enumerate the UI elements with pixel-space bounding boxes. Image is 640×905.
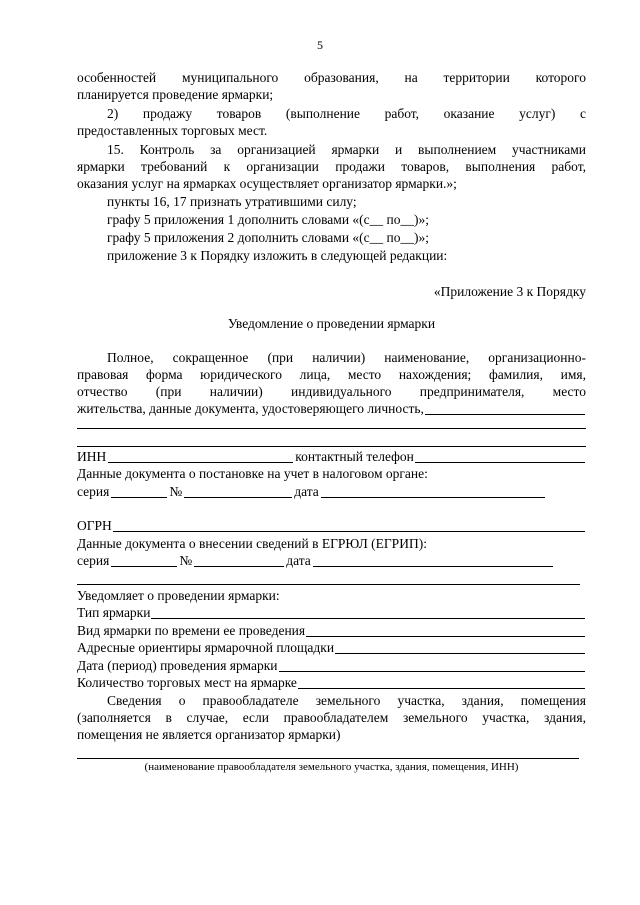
places-label: Количество торговых мест на ярмарке: [77, 675, 297, 690]
inn-phone-row: [77, 449, 586, 465]
tax-doc-row: [77, 484, 586, 500]
identity-field[interactable]: [425, 402, 585, 415]
tax-series-field[interactable]: [111, 485, 167, 498]
text-line: планируется проведение ярмарки;: [77, 87, 274, 102]
blank-line[interactable]: [77, 446, 586, 447]
notifies-label: Уведомляет о проведении ярмарки:: [77, 588, 280, 603]
egrul-date-field[interactable]: [313, 554, 553, 567]
text-line: 2) продажу товаров (выполнение работ, оказание услуг) с: [107, 106, 586, 121]
tax-number-field[interactable]: [184, 485, 292, 498]
number-label: №: [179, 553, 193, 568]
dates-field[interactable]: [279, 659, 585, 672]
text-line: особенностей муниципального образования, на территории которого: [77, 70, 586, 85]
ogrn-label: ОГРН: [77, 518, 112, 533]
owner-line: помещения не является организатор ярмарки): [77, 727, 341, 742]
fair-type-row: [77, 605, 586, 621]
text-line: графу 5 приложения 1 дополнить словами «(с__ по__)»;: [107, 212, 430, 227]
intro-line: отчество (при наличии) индивидуального предпринимателя, место: [77, 384, 586, 399]
egrul-number-field[interactable]: [194, 554, 284, 567]
blank-line[interactable]: [77, 428, 586, 429]
text-line: оказания услуг на ярмарках осуществляет организатор ярмарки.»;: [77, 176, 457, 191]
address-row: [77, 640, 586, 656]
inn-label: ИНН: [77, 449, 107, 464]
egrul-series-field[interactable]: [111, 554, 177, 567]
number-label: №: [169, 484, 183, 499]
address-label: Адресные ориентиры ярмарочной площадки: [77, 640, 335, 655]
owner-line: (заполняется в случае, если правообладателем земельного участка, здания,: [77, 710, 586, 725]
text-line: 15. Контроль за организацией ярмарки и выполнением участниками: [107, 142, 586, 157]
tax-date-field[interactable]: [321, 485, 545, 498]
places-row: [77, 675, 586, 691]
phone-label: контактный телефон: [295, 449, 414, 464]
series-label: серия: [77, 484, 110, 499]
appendix-reference: «Приложение 3 к Порядку: [433, 284, 586, 299]
text-line: приложение 3 к Порядку изложить в следующей редакции:: [107, 248, 448, 263]
text-line: графу 5 приложения 2 дополнить словами «(с__ по__)»;: [107, 230, 430, 245]
intro-text: жительства, данные документа, удостоверяющего личность,: [77, 401, 424, 416]
text-line: пункты 16, 17 признать утратившими силу;: [107, 194, 357, 209]
form-title: Уведомление о проведении ярмарки: [227, 316, 436, 331]
ogrn-field[interactable]: [113, 519, 585, 532]
phone-field[interactable]: [415, 450, 585, 463]
owner-line: Сведения о правообладателе земельного участка, здания, помещения: [107, 693, 586, 708]
fair-kind-label: Вид ярмарки по времени ее проведения: [77, 623, 306, 638]
blank-line[interactable]: [77, 584, 580, 585]
intro-line: правовая форма юридического лица, место нахождения; фамилия, имя,: [77, 367, 586, 382]
egrul-doc-label: Данные документа о внесении сведений в ЕГРЮЛ (ЕГРИП):: [77, 536, 427, 551]
page-number: 5: [317, 38, 323, 52]
intro-line-with-blank: [77, 401, 586, 417]
egrul-doc-row: [77, 553, 586, 569]
ogrn-row: [77, 518, 586, 534]
intro-line: Полное, сокращенное (при наличии) наименование, организационно-: [107, 350, 586, 365]
fair-type-field[interactable]: [151, 606, 585, 619]
places-field[interactable]: [298, 676, 585, 689]
text-line: ярмарки требований к организации продажи товаров, выполнения работ,: [77, 159, 586, 174]
address-field[interactable]: [335, 641, 585, 654]
inn-field[interactable]: [108, 450, 293, 463]
tax-doc-label: Данные документа о постановке на учет в налоговом органе:: [77, 466, 428, 481]
fair-kind-field[interactable]: [306, 624, 585, 637]
dates-row: [77, 658, 586, 674]
fair-type-label: Тип ярмарки: [77, 605, 151, 620]
text-line: предоставленных торговых мест.: [77, 123, 268, 138]
series-label: серия: [77, 553, 110, 568]
fair-kind-row: [77, 623, 586, 639]
owner-field[interactable]: [77, 758, 579, 759]
dates-label: Дата (период) проведения ярмарки: [77, 658, 278, 673]
date-label: дата: [294, 484, 319, 499]
date-label: дата: [286, 553, 311, 568]
field-caption: (наименование правообладателя земельного участка, здания, помещения, ИНН): [144, 761, 519, 773]
